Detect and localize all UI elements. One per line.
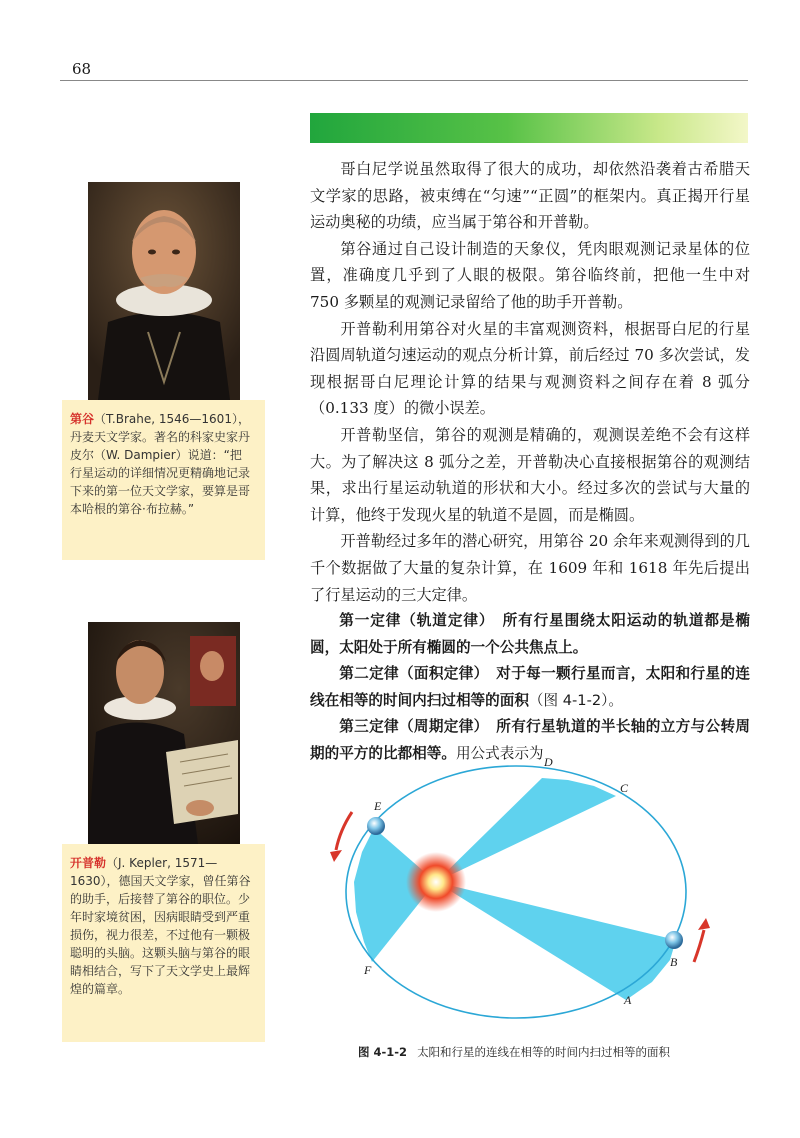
- figure-caption: [358, 1044, 758, 1060]
- paragraph-3: 开普勒利用第谷对火星的丰富观测资料，根据哥白尼的行星沿圆周轨道匀速运动的观点分析计算，前后经过 70 多次尝试，发现根据哥白尼理论计算的结果与观测资料之间存在着 8 弧分（0.133 度）的微小误差。: [310, 319, 750, 418]
- page-number: 68: [72, 60, 92, 78]
- header-rule: [60, 80, 748, 81]
- paragraph-2: 第谷通过自己设计制造的天象仪，凭肉眼观测记录星体的位置，准确度几乎到了人眼的极限。第谷临终前，把他一生中对 750 多颗星的观测记录留给了他的助手开普勒。: [310, 239, 750, 311]
- paragraph-5: 开普勒经过多年的潜心研究，用第谷 20 余年来观测得到的几千个数据做了大量的复杂计算，在 1609 年和 1618 年先后提出了行星运动的三大定律。: [310, 532, 750, 604]
- main-text: [310, 156, 750, 768]
- kepler-caption: [62, 844, 265, 1042]
- law-1-text: 所有行星围绕太阳运动的轨道都是椭圆，太阳处于所有椭圆的一个公共焦点上。: [310, 612, 750, 656]
- paragraph-4: 开普勒坚信，第谷的观测是精确的，观测误差绝不会有这样大。为了解决这 8 弧分之差，开普勒决心直接根据第谷的观测结果，求出行星运动轨道的形状和大小。经过多次的尝试与大量的计算，他终于发现火星的轨道不是圆，而是椭圆。: [310, 425, 750, 524]
- brahe-portrait: [88, 182, 240, 400]
- law-3-tail: 用公式表示为: [455, 745, 544, 763]
- brahe-name: 第谷: [70, 412, 95, 426]
- label-d: D: [544, 755, 553, 769]
- label-c: C: [620, 781, 629, 795]
- planet-e: [367, 817, 385, 835]
- kepler-name: 开普勒: [70, 856, 107, 870]
- kepler-description: （J. Kepler, 1571—1630），德国天文学家，曾任第谷的助手，后接替了第谷的职位。少年时家境贫困，因病眼睛受到严重损伤，视力很差，不过他有一颗极聪明的头脑。这颗头脑与第谷的眼睛相结合，写下了天文学史上最辉煌的篇章。: [70, 856, 251, 996]
- section-banner: [310, 113, 748, 143]
- arrow-left-head: [330, 850, 342, 862]
- label-f: F: [364, 963, 372, 977]
- figure-caption-text: 太阳和行星的连线在相等的时间内扫过相等的面积: [417, 1045, 671, 1059]
- brahe-caption: [62, 400, 265, 560]
- brahe-description: （T.Brahe, 1546—1601），丹麦天文学家。著名的科家史家丹皮尔（W. Dampier）说道：“把行星运动的详细情况更精确地记录下来的第一位天文学家，要算是哥本哈根的第谷·布拉赫。”: [70, 412, 251, 516]
- arrow-left: [336, 812, 352, 850]
- orbit-diagram: [326, 752, 726, 1032]
- figure-number: 图 4-1-2: [358, 1045, 408, 1059]
- law-3-text: 所有行星轨道的半长轴的立方与公转周期的平方的比都相等。: [310, 718, 750, 763]
- law-1: [310, 608, 750, 661]
- law-2: [310, 661, 750, 714]
- arrow-right: [694, 930, 704, 962]
- sun: [406, 852, 466, 912]
- label-e: E: [374, 799, 382, 813]
- planet-b: [665, 931, 683, 949]
- sector-cd: [436, 778, 616, 882]
- label-b: B: [670, 955, 678, 969]
- law-2-figure-ref: （图 4-1-2）。: [528, 691, 624, 709]
- sector-ab: [436, 882, 676, 1000]
- arrow-right-head: [698, 918, 710, 930]
- law-2-text: 对于每一颗行星而言，太阳和行星的连线在相等的时间内扫过相等的面积: [310, 665, 750, 709]
- law-1-title: 第一定律（轨道定律）: [339, 612, 488, 630]
- orbit-figure: [326, 752, 726, 1032]
- law-3-title: 第三定律（周期定律）: [339, 718, 482, 736]
- paragraph-1: 哥白尼学说虽然取得了很大的成功，却依然沿袭着古希腊天文学家的思路，被束缚在“匀速”“正圆”的框架内。真正揭开行星运动奥秘的功绩，应当属于第谷和开普勒。: [310, 160, 750, 232]
- label-a: A: [624, 993, 632, 1007]
- kepler-portrait: [88, 622, 240, 844]
- law-2-title: 第二定律（面积定律）: [339, 665, 482, 683]
